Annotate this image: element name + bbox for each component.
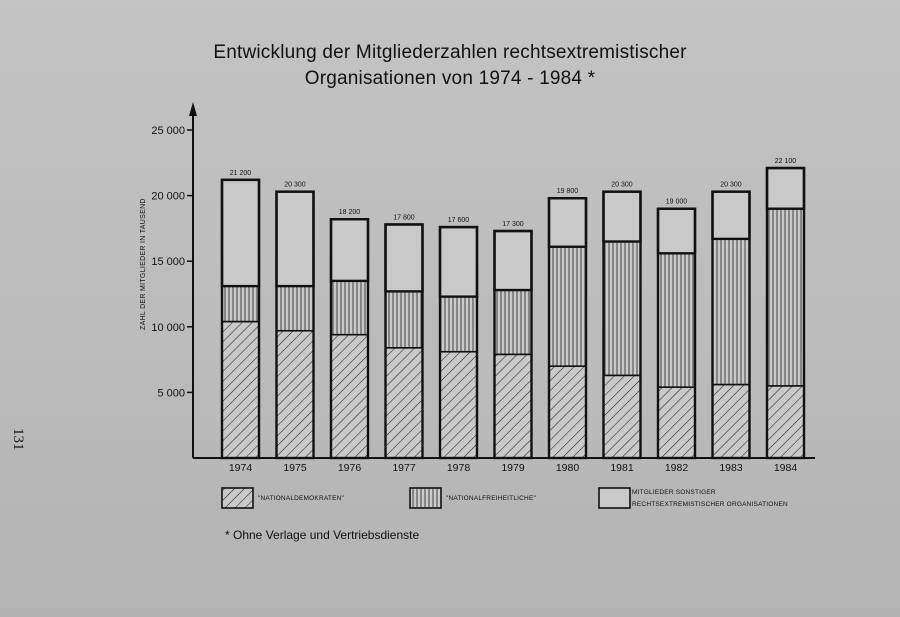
bar-segment — [658, 253, 695, 387]
legend-label-nationaldemokraten: "NATIONALDEMOKRATEN" — [258, 495, 345, 502]
x-tick-label: 1984 — [773, 462, 798, 474]
footnote: * Ohne Verlage und Vertriebsdienste — [225, 528, 420, 542]
x-tick-label: 1981 — [610, 462, 634, 474]
bar-segment — [277, 286, 314, 331]
x-tick-label: 1975 — [283, 462, 307, 474]
bar-total-label: 20 300 — [720, 181, 742, 189]
legend-label-sonstige-line-2: RECHTSEXTREMISTISCHER ORGANISATIONEN — [632, 501, 788, 508]
bar-segment — [440, 352, 477, 458]
bar-total-label: 19 000 — [665, 198, 688, 206]
x-tick-label: 1979 — [501, 462, 525, 474]
bar-segment — [386, 348, 423, 458]
bar-segment — [549, 198, 586, 247]
bar-segment — [386, 291, 423, 347]
bar-total-label: 21 200 — [229, 169, 252, 177]
legend-label-nationalfreiheitliche: "NATIONALFREIHEITLICHE" — [446, 495, 536, 502]
bar-total-label: 19 800 — [556, 188, 579, 196]
bar-total-label: 20 300 — [284, 181, 306, 189]
bar-segment — [440, 227, 477, 297]
bar-segment — [549, 366, 586, 458]
bar-segment — [604, 375, 641, 458]
legend-swatch-nationaldemokraten — [222, 488, 253, 508]
x-tick-label: 1980 — [555, 462, 580, 474]
bar-segment — [604, 192, 641, 242]
bar-segment — [604, 242, 641, 376]
bar-segment — [713, 192, 750, 239]
bar-segment — [495, 231, 532, 290]
x-tick-label: 1976 — [337, 462, 362, 474]
bar-segment — [222, 180, 259, 286]
bars — [222, 158, 804, 474]
bar-segment — [713, 385, 750, 458]
x-tick-label: 1974 — [228, 462, 253, 474]
chart-title-line-1: Entwicklung der Mitgliederzahlen rechtsextremistischer — [213, 42, 687, 63]
bar-segment — [277, 331, 314, 458]
y-tick-label: 10 000 — [151, 321, 185, 334]
bar-segment — [331, 335, 368, 458]
x-tick-label: 1982 — [664, 462, 689, 474]
bar-segment — [767, 386, 804, 458]
bar-segment — [658, 209, 695, 254]
bar-total-label: 17 600 — [447, 217, 470, 225]
bar-segment — [222, 322, 259, 458]
bar-segment — [277, 192, 314, 286]
bar-total-label: 17 300 — [502, 221, 524, 229]
y-tick-label: 25 000 — [151, 125, 185, 137]
bar-segment — [386, 224, 423, 291]
chart-title-line-2: Organisationen von 1974 - 1984 * — [304, 68, 596, 89]
legend-swatch-sonstige — [599, 488, 630, 508]
x-tick-label: 1983 — [719, 462, 743, 474]
y-axis-arrow-icon — [189, 102, 197, 116]
bar-segment — [331, 219, 368, 281]
legend-swatch-nationalfreiheitliche — [410, 488, 441, 508]
y-axis-label: ZAHL DER MITGLIEDER IN TAUSEND — [140, 198, 147, 330]
bar-segment — [713, 239, 750, 385]
y-tick-label: 15 000 — [151, 256, 185, 269]
y-tick-label: 5 000 — [157, 387, 185, 400]
bar-segment — [658, 387, 695, 458]
bar-segment — [222, 286, 259, 321]
bar-segment — [331, 281, 368, 335]
y-tick-label: 20 000 — [151, 190, 185, 203]
bar-segment — [549, 247, 586, 366]
bar-total-label: 22 100 — [774, 158, 797, 166]
x-tick-label: 1978 — [446, 462, 471, 474]
legend-label-sonstige-line-1: MITGLIEDER SONSTIGER — [632, 489, 716, 496]
bar-total-label: 18 200 — [338, 209, 361, 217]
bar-segment — [767, 209, 804, 386]
bar-total-label: 17 800 — [393, 214, 415, 222]
bar-segment — [495, 354, 532, 458]
bar-total-label: 20 300 — [611, 181, 633, 189]
page-number: 131 — [10, 428, 26, 451]
bar-segment — [440, 297, 477, 352]
bar-segment — [767, 168, 804, 209]
x-tick-label: 1977 — [392, 462, 416, 474]
bar-segment — [495, 290, 532, 354]
